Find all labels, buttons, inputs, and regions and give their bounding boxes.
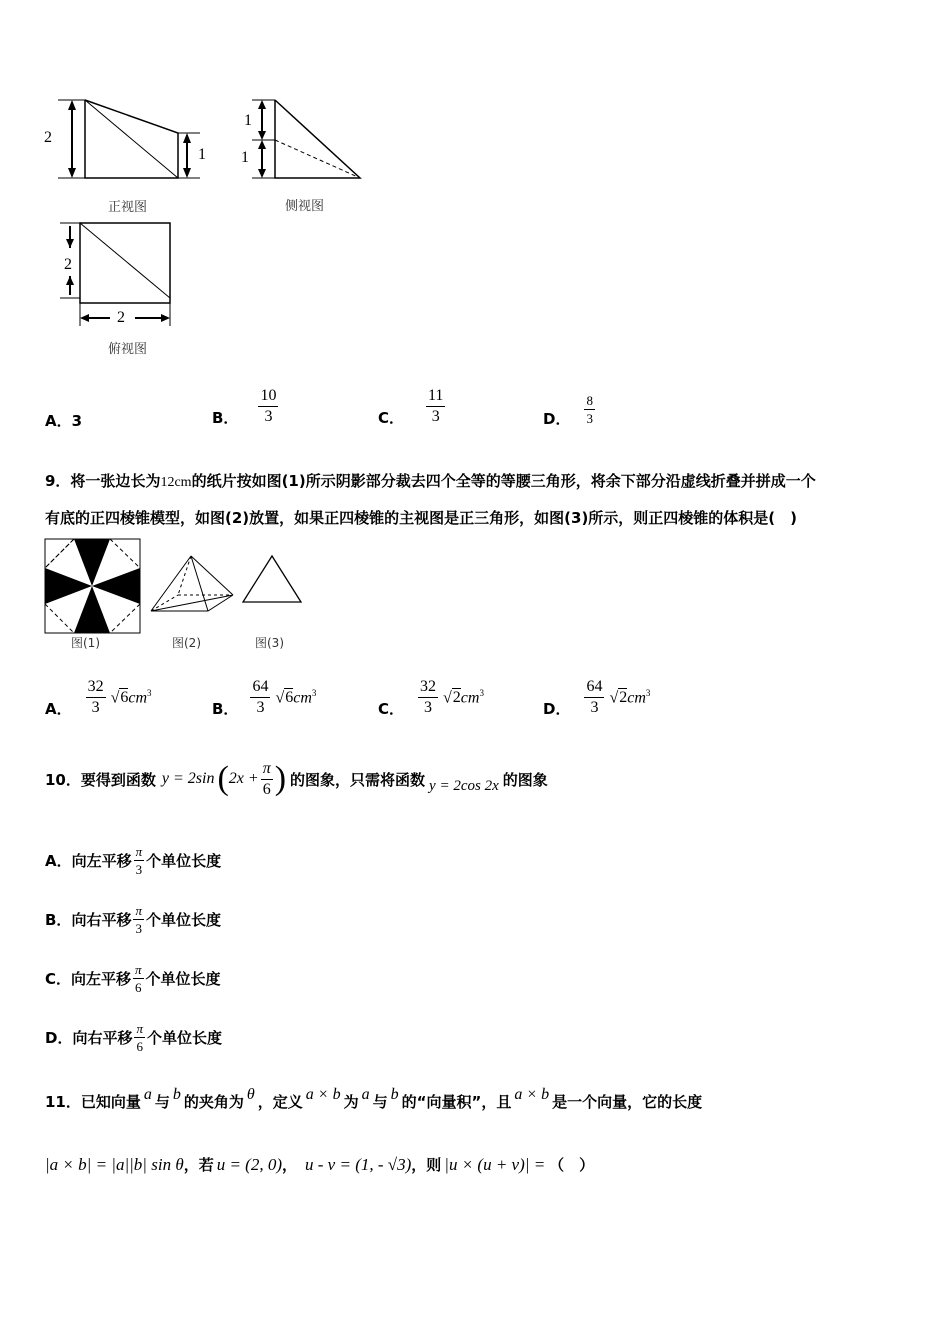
q11-stem-line2: |a × b| = |a||b| sin θ ，若 u = (2, 0) ， u - v = (1, - √3) ，则 |u × (u + v)| = （ ） xyxy=(45,1154,595,1174)
q9-fig1-paper xyxy=(44,538,141,634)
side-view-title: 侧视图 xyxy=(285,199,325,214)
q9-option-b[interactable]: B． $\frac{64}{3}$ $√6cm^3$ xyxy=(212,678,317,718)
q9-fig2-label: 图(2) xyxy=(172,636,201,650)
q8-option-b[interactable]: B． $\frac{10}{3}$ xyxy=(212,387,277,427)
q9-option-a[interactable]: A． $\frac{32}{3}$ $√6cm^3$ xyxy=(45,678,152,718)
q9-fig2-pyramid xyxy=(148,553,238,615)
q9-fig3-label: 图(3) xyxy=(255,636,284,650)
q9-line1: 9．将一张边长为12cm的纸片按如图(1)所示阴影部分裁去四个全等的等腰三角形，将余下部分沿虚线折叠并拼成一个 xyxy=(45,472,816,490)
side-view-figure xyxy=(240,95,370,185)
top-dim-bottom: 2 xyxy=(117,309,125,326)
q8-option-c[interactable]: C． $\frac{11}{3}$ xyxy=(378,387,444,427)
q10-option-c[interactable]: C． 向左平移 $\frac{\pi}{6}$ 个单位长度 xyxy=(45,962,221,995)
q10-option-d[interactable]: D． 向右平移 $\frac{\pi}{6}$ 个单位长度 xyxy=(45,1021,222,1054)
q10-stem: 10．要得到函数 y = 2sin ( 2x + $\frac{\pi}{6}$ ) 的图象，只需将函数 y = 2cos 2x 的图象 xyxy=(45,759,548,798)
front-view-title: 正视图 xyxy=(108,200,148,215)
side-dim-bottom: 1 xyxy=(241,149,249,166)
q9-fig1-label: 图(1) xyxy=(71,636,100,650)
q10-option-a[interactable]: A． 向左平移 $\frac{\pi}{3}$ 个单位长度 xyxy=(45,844,222,877)
q9-option-c[interactable]: C． $\frac{32}{3}$ $√2cm^3$ xyxy=(378,678,484,718)
q8-option-d[interactable]: D． $\frac{8}{3}$ xyxy=(543,393,593,428)
top-dim-left: 2 xyxy=(64,256,72,273)
q10-option-b[interactable]: B． 向右平移 $\frac{\pi}{3}$ 个单位长度 xyxy=(45,903,221,936)
side-dim-top: 1 xyxy=(244,112,252,129)
q9-fig3-triangle xyxy=(240,553,305,605)
front-dim-right: 1 xyxy=(198,146,206,163)
front-dim-left: 2 xyxy=(44,129,52,146)
q11-stem-line1: 11．已知向量 a 与 b 的夹角为 θ ，定义 a × b 为 a 与 b 的“向量积”，且 a × b 是一个向量，它的长度 xyxy=(45,1086,703,1111)
top-view-title: 俯视图 xyxy=(108,342,148,357)
q8-option-a[interactable]: A．3 xyxy=(45,412,83,430)
q9-option-d[interactable]: D． $\frac{64}{3}$ $√2cm^3$ xyxy=(543,678,651,718)
q9-line2: 有底的正四棱锥模型，如图(2)放置，如果正四棱锥的主视图是正三角形，如图(3)所示，则正四棱锥的体积是( ) xyxy=(45,509,798,527)
